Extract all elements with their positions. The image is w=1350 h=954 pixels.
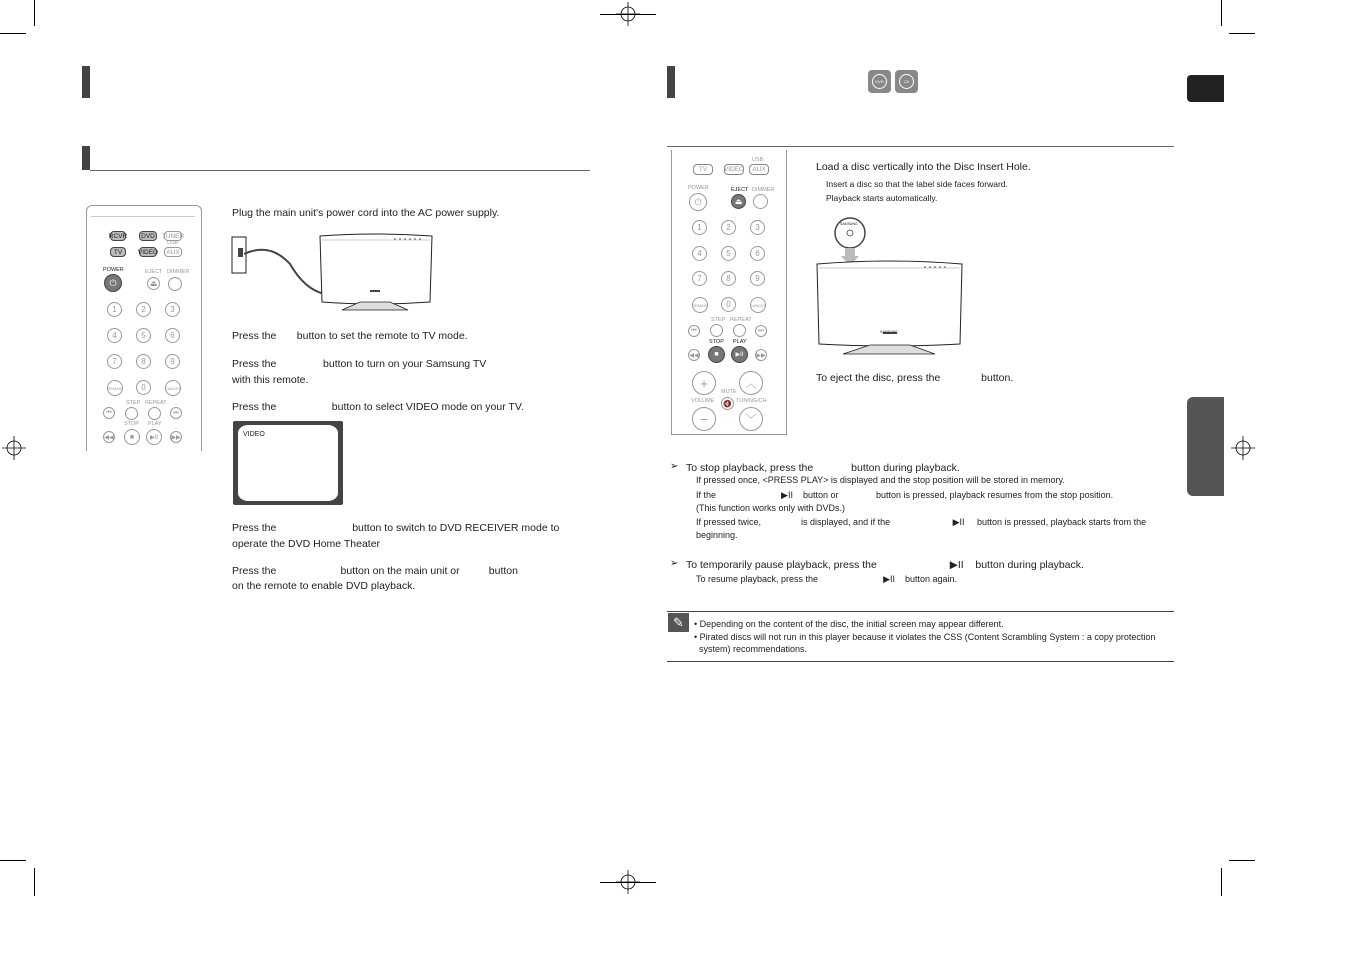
- load-disc-note-2: Playback starts automatically.: [826, 193, 938, 203]
- crop-mark: [0, 33, 26, 34]
- remote-control-illustration: [671, 150, 787, 435]
- chapter-tab: [1187, 75, 1224, 102]
- section-marker: [82, 146, 90, 170]
- cd-disc-icon: [895, 70, 918, 93]
- key-5: 5: [136, 328, 151, 343]
- pause-note-1: To resume playback, press the ▶II button again.: [696, 574, 958, 584]
- repeat-button: [148, 407, 161, 420]
- play-label: PLAY: [148, 421, 162, 427]
- dimmer-label: DIMMER: [752, 187, 775, 193]
- repeat-label: REPEAT: [730, 317, 752, 323]
- power-label: POWER: [688, 185, 709, 191]
- key-6: 6: [165, 328, 180, 343]
- stop-icon: ■: [124, 429, 140, 445]
- skip-back-icon: ⏮: [688, 325, 700, 337]
- video-mode-button: VIDEO: [723, 166, 745, 173]
- key-remain: REMAIN: [107, 380, 123, 396]
- key-1: 1: [692, 220, 707, 235]
- step-plug-power: Plug the main unit's power cord into the AC power supply.: [232, 207, 500, 219]
- key-4: 4: [107, 328, 122, 343]
- cd-disc-label: CD: [899, 74, 914, 89]
- step-label: STEP: [126, 400, 141, 406]
- power-connection-illustration: [230, 232, 436, 314]
- section-rule: [667, 146, 1174, 147]
- key-cancel: CANCEL: [165, 380, 181, 396]
- mute-label: MUTE: [721, 389, 737, 395]
- tv-mode-button: TV: [110, 247, 126, 257]
- crop-mark: [1221, 0, 1222, 26]
- registration-mark-icon: [1231, 436, 1255, 460]
- dimmer-button: [168, 277, 182, 291]
- dvd-mode-button: DVD: [139, 231, 157, 241]
- disc-insert-illustration: [815, 212, 965, 360]
- power-label: POWER: [103, 267, 124, 273]
- tv-mode-button: TV: [693, 164, 713, 175]
- step-dvd-receiver-line2: operate the DVD Home Theater: [232, 538, 381, 550]
- play-pause-icon: ▶II: [731, 346, 748, 363]
- step-dvd-receiver-line1: Press the button to switch to DVD RECEIVER mode to: [232, 522, 560, 534]
- mute-icon: 🔇: [721, 397, 734, 410]
- unit-brand: SAMSUNG: [880, 330, 898, 334]
- crop-mark: [600, 882, 656, 883]
- key-3: 3: [750, 220, 765, 235]
- note-line-2: • Pirated discs will not run in this player because it violates the CSS (Content Scrambling System : a copy protection: [694, 632, 1156, 642]
- crop-mark: [1229, 860, 1255, 861]
- skip-back-icon: ⏮: [103, 407, 115, 419]
- section-side-tab: [1187, 397, 1224, 496]
- eject-label: EJECT: [731, 187, 749, 193]
- power-icon: ⏻: [689, 193, 707, 211]
- heading-marker: [82, 66, 90, 98]
- remote-control-illustration: [86, 205, 202, 451]
- stop-icon: ■: [708, 346, 725, 363]
- key-remain: REMAIN: [692, 297, 708, 313]
- fast-forward-icon: ▶▶: [755, 349, 767, 361]
- tv-screen-label: VIDEO: [243, 431, 265, 438]
- stop-playback-instruction: To stop playback, press the button during playback.: [686, 462, 960, 474]
- dvd-disc-label: DVD: [872, 74, 887, 89]
- play-label: PLAY: [733, 339, 747, 345]
- crop-mark: [34, 868, 35, 896]
- eject-label: EJECT: [145, 269, 163, 275]
- key-2: 2: [136, 302, 151, 317]
- step-dvd-playback-line2: on the remote to enable DVD playback.: [232, 580, 416, 592]
- arrow-bullet-icon: ➢: [670, 461, 679, 472]
- note-top-rule: [667, 611, 1174, 612]
- stop-note-3: (This function works only with DVDs.): [696, 503, 846, 513]
- arrow-bullet-icon: ➢: [670, 558, 679, 569]
- step-dvd-playback-line1: Press the button on the main unit or button: [232, 565, 518, 577]
- eject-instruction: To eject the disc, press the button.: [816, 372, 1014, 384]
- crop-mark: [34, 0, 35, 26]
- repeat-label: REPEAT: [145, 400, 167, 406]
- tv-screen-illustration: [233, 421, 343, 505]
- note-line-1: • Depending on the content of the disc, the initial screen may appear different.: [694, 619, 1004, 629]
- tuner-mode-button: TUNER: [161, 232, 185, 240]
- note-bottom-rule: [667, 661, 1174, 662]
- volume-label: VOLUME: [691, 398, 715, 404]
- note-line-3: system) recommendations.: [699, 644, 808, 654]
- dimmer-label: DIMMER: [167, 269, 190, 275]
- key-4: 4: [692, 246, 707, 261]
- aux-button: AUX: [749, 164, 769, 175]
- skip-forward-icon: ⏭: [755, 325, 767, 337]
- step-video-mode: Press the button to select VIDEO mode on your TV.: [232, 401, 524, 413]
- dimmer-button: [753, 194, 768, 209]
- key-9: 9: [165, 354, 180, 369]
- stop-note-4: If pressed twice, is displayed, and if the ▶II button is pressed, playback starts from the: [696, 517, 1147, 527]
- aux-button: AUX: [164, 247, 182, 257]
- key-8: 8: [136, 354, 151, 369]
- registration-mark-icon: [2, 436, 26, 460]
- key-7: 7: [107, 354, 122, 369]
- key-5: 5: [721, 246, 736, 261]
- stop-label: STOP: [709, 339, 724, 345]
- step-label: STEP: [711, 317, 726, 323]
- channel-down-icon: ﹀: [739, 407, 763, 431]
- key-6: 6: [750, 246, 765, 261]
- crop-mark: [0, 860, 26, 861]
- pause-playback-instruction: To temporarily pause playback, press the ▶II button during playback.: [686, 559, 1084, 571]
- step-tv-mode: Press the button to set the remote to TV mode.: [232, 330, 468, 342]
- note-pencil-icon: ✎: [668, 613, 689, 632]
- eject-icon: ⏏: [147, 277, 160, 290]
- rewind-icon: ◀◀: [103, 431, 115, 443]
- fast-forward-icon: ▶▶: [170, 431, 182, 443]
- step-button: [710, 324, 723, 337]
- tuning-label: TUNING/CH: [736, 398, 767, 404]
- crop-mark: [1221, 868, 1222, 896]
- step-tv-power-line2: with this remote.: [232, 374, 309, 386]
- key-1: 1: [107, 302, 122, 317]
- step-tv-power-line1: Press the button to turn on your Samsung TV: [232, 358, 487, 370]
- rewind-icon: ◀◀: [688, 349, 700, 361]
- volume-up-icon: +: [692, 371, 716, 395]
- key-0: 0: [136, 380, 151, 395]
- load-disc-instruction: Load a disc vertically into the Disc Insert Hole.: [816, 161, 1031, 173]
- channel-up-icon: ︿: [739, 371, 763, 395]
- key-8: 8: [721, 271, 736, 286]
- section-rule: [90, 170, 590, 171]
- key-3: 3: [165, 302, 180, 317]
- key-cancel: CANCEL: [750, 297, 766, 313]
- crop-mark: [1229, 33, 1255, 34]
- volume-down-icon: −: [692, 407, 716, 431]
- eject-icon: ⏏: [731, 194, 746, 209]
- play-pause-icon: ▶II: [146, 429, 162, 445]
- heading-marker: [667, 66, 675, 98]
- usb-label: USB: [752, 157, 764, 163]
- key-9: 9: [750, 271, 765, 286]
- video-mode-button: VIDEO: [137, 248, 159, 256]
- stop-note-5: beginning.: [696, 530, 738, 540]
- disc-label: SAMSUNG: [840, 222, 858, 226]
- load-disc-note-1: Insert a disc so that the label side faces forward.: [826, 179, 1008, 189]
- usb-label: USB: [167, 240, 179, 246]
- step-button: [125, 407, 138, 420]
- stop-label: STOP: [124, 421, 139, 427]
- dvd-disc-icon: [868, 70, 891, 93]
- power-icon: ⏻: [104, 274, 122, 292]
- key-2: 2: [721, 220, 736, 235]
- stop-note-2: If the ▶II button or button is pressed, playback resumes from the stop position.: [696, 490, 1114, 500]
- repeat-button: [733, 324, 746, 337]
- receiver-mode-button: RCVR: [108, 232, 128, 240]
- skip-forward-icon: ⏭: [170, 407, 182, 419]
- key-0: 0: [721, 297, 736, 312]
- crop-mark: [600, 14, 656, 15]
- key-7: 7: [692, 271, 707, 286]
- stop-note-1: If pressed once, <PRESS PLAY> is displayed and the stop position will be stored in memory.: [696, 475, 1065, 485]
